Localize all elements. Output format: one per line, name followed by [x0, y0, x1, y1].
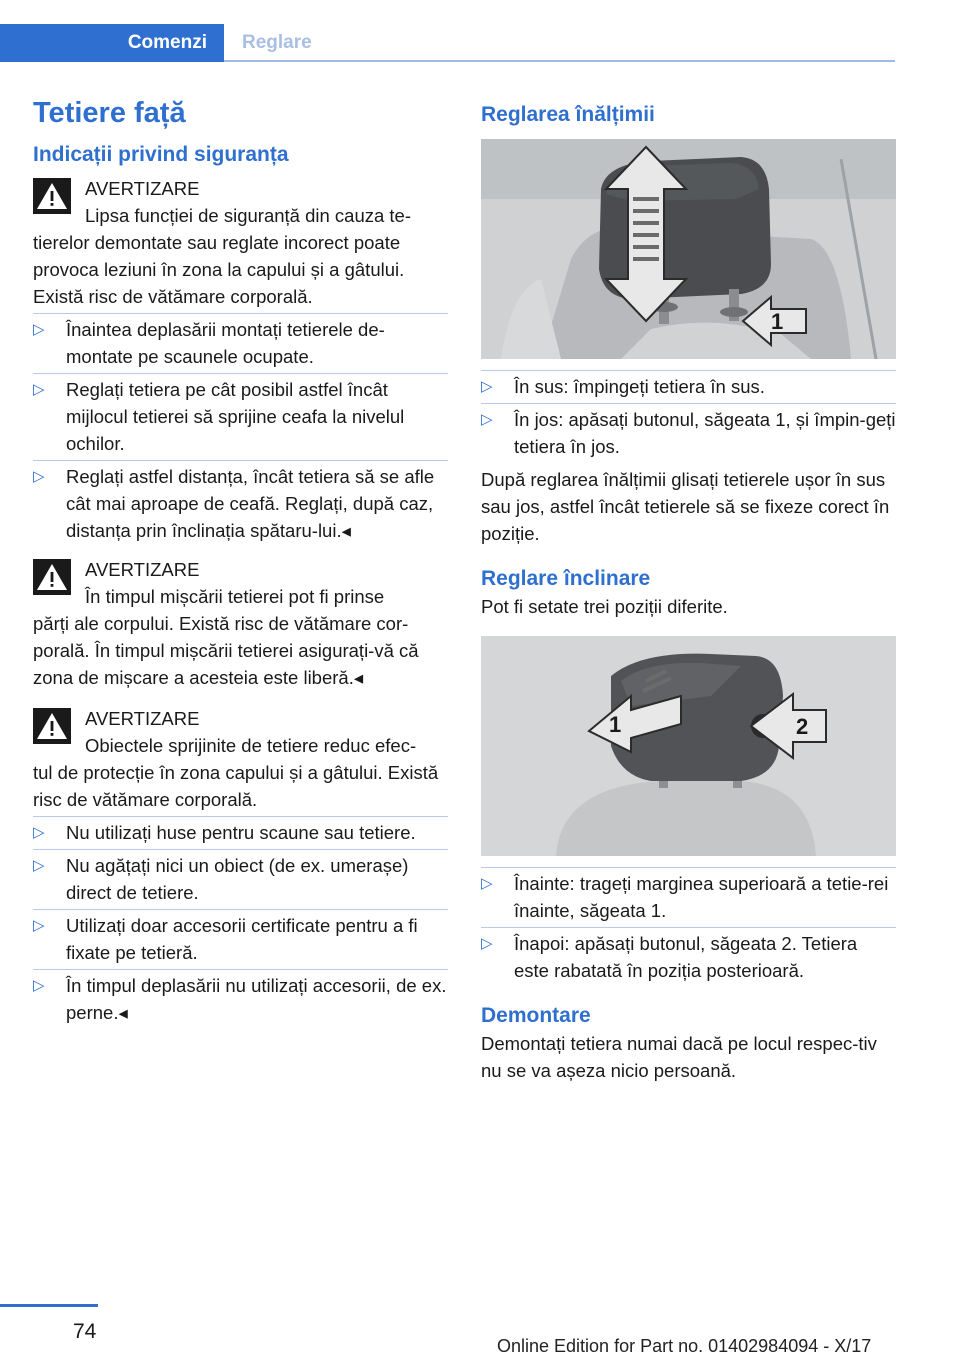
list-item: ▷ Nu utilizați huse pentru scaune sau tetiere. — [33, 819, 448, 846]
callout-1: 1 — [771, 309, 784, 334]
page-number: 74 — [73, 1320, 97, 1343]
list-item: ▷ În jos: apăsați butonul, săgeata 1, și împin-geți tetiera în jos. — [481, 406, 896, 460]
removal-section-title: Demontare — [481, 1004, 591, 1027]
tab-divider — [224, 60, 895, 62]
bullet-list-2 — [33, 819, 448, 1026]
triangle-bullet-icon: ▷ — [33, 321, 45, 338]
triangle-bullet-icon: ▷ — [481, 935, 493, 952]
list-item: ▷ În sus: împingeți tetiera în sus. — [481, 373, 896, 400]
list-item: ▷ Reglați tetiera pe cât posibil astfel încât mijlocul tetierei să sprijine ceafa la nivelul ochilor. — [33, 376, 448, 457]
warning-line: Lipsa funcției de siguranță din cauza te- — [85, 205, 412, 226]
height-bullets — [481, 373, 896, 460]
page-title: Tetiere față — [33, 97, 186, 129]
warning-block-1 — [33, 175, 448, 310]
footer-rule — [0, 1304, 98, 1307]
triangle-bullet-icon: ▷ — [33, 917, 45, 934]
warning-text: tul de protecție în zona capului și a gâtului. Există risc de vătămare corporală. — [33, 762, 439, 810]
callout-2: 2 — [796, 714, 809, 739]
right-column — [481, 95, 896, 1084]
callout-1: 1 — [609, 712, 622, 737]
headrest-tilt-image — [481, 636, 896, 856]
triangle-bullet-icon: ▷ — [33, 468, 45, 485]
left-column — [33, 95, 448, 1032]
warning-heading: AVERTIZARE — [85, 559, 200, 580]
triangle-bullet-icon: ▷ — [33, 977, 45, 994]
bullet-list-1 — [33, 316, 448, 544]
triangle-bullet-icon: ▷ — [33, 381, 45, 398]
warning-text: tierelor demontate sau reglate incorect poate provoca leziuni în zona la capului și a gâtului. Există risc de vătămare corporală. — [33, 232, 405, 307]
list-item: ▷ În timpul deplasării nu utilizați accesorii, de ex. perne.◂ — [33, 972, 448, 1026]
warning-block-3 — [33, 705, 448, 813]
triangle-bullet-icon: ▷ — [33, 824, 45, 841]
height-section-title: Reglarea înălțimii — [481, 103, 655, 126]
warning-triangle-icon — [33, 559, 71, 595]
edition-note: Online Edition for Part no. 01402984094 - X/17 — [497, 1336, 872, 1356]
triangle-bullet-icon: ▷ — [33, 857, 45, 874]
tab-bar — [0, 24, 895, 62]
tab-comenzi[interactable]: Comenzi — [0, 24, 224, 62]
tilt-intro: Pot fi setate trei poziții diferite. — [481, 596, 728, 617]
list-item: ▷ Înaintea deplasării montați tetierele de-montate pe scaunele ocupate. — [33, 316, 448, 370]
removal-text: Demontați tetiera numai dacă pe locul respec-tiv nu se va așeza nicio persoană. — [481, 1033, 877, 1081]
triangle-bullet-icon: ▷ — [481, 875, 493, 892]
warning-text: părți ale corpului. Există risc de vătămare cor-porală. În timpul mișcării tetierei asigurați-vă că zona de mișcare a acesteia este liberă.◂ — [33, 613, 419, 688]
warning-line: Obiectele sprijinite de tetiere reduc efec- — [85, 735, 417, 756]
list-item: ▷ Înainte: trageți marginea superioară a tetie-rei înainte, săgeata 1. — [481, 870, 896, 924]
tilt-section-title: Reglare înclinare — [481, 567, 651, 590]
safety-subtitle: Indicații privind siguranța — [33, 143, 289, 166]
warning-block-2 — [33, 556, 448, 691]
height-note: După reglarea înălțimii glisați tetierele ușor în sus sau jos, astfel încât tetierele să se fixeze corect în poziție. — [481, 469, 890, 544]
warning-heading: AVERTIZARE — [85, 178, 200, 199]
list-item: ▷ Nu agățați nici un obiect (de ex. umerașe) direct de tetiere. — [33, 852, 448, 906]
triangle-bullet-icon: ▷ — [481, 411, 493, 428]
warning-heading: AVERTIZARE — [85, 708, 200, 729]
warning-triangle-icon — [33, 178, 71, 214]
tilt-bullets — [481, 870, 896, 984]
list-item: ▷ Înapoi: apăsați butonul, săgeata 2. Tetiera este rabatată în poziția posterioară. — [481, 930, 896, 984]
headrest-height-image — [481, 139, 896, 359]
tab-reglare[interactable]: Reglare — [242, 32, 312, 53]
warning-triangle-icon — [33, 708, 71, 744]
list-item: ▷ Reglați astfel distanța, încât tetiera să se afle cât mai aproape de ceafă. Reglați, după caz, distanța prin înclinația spătaru-lui.◂ — [33, 463, 448, 544]
triangle-bullet-icon: ▷ — [481, 378, 493, 395]
list-item: ▷ Utilizați doar accesorii certificate pentru a fi fixate pe tetieră. — [33, 912, 448, 966]
warning-line: În timpul mișcării tetierei pot fi prinse — [85, 586, 385, 607]
